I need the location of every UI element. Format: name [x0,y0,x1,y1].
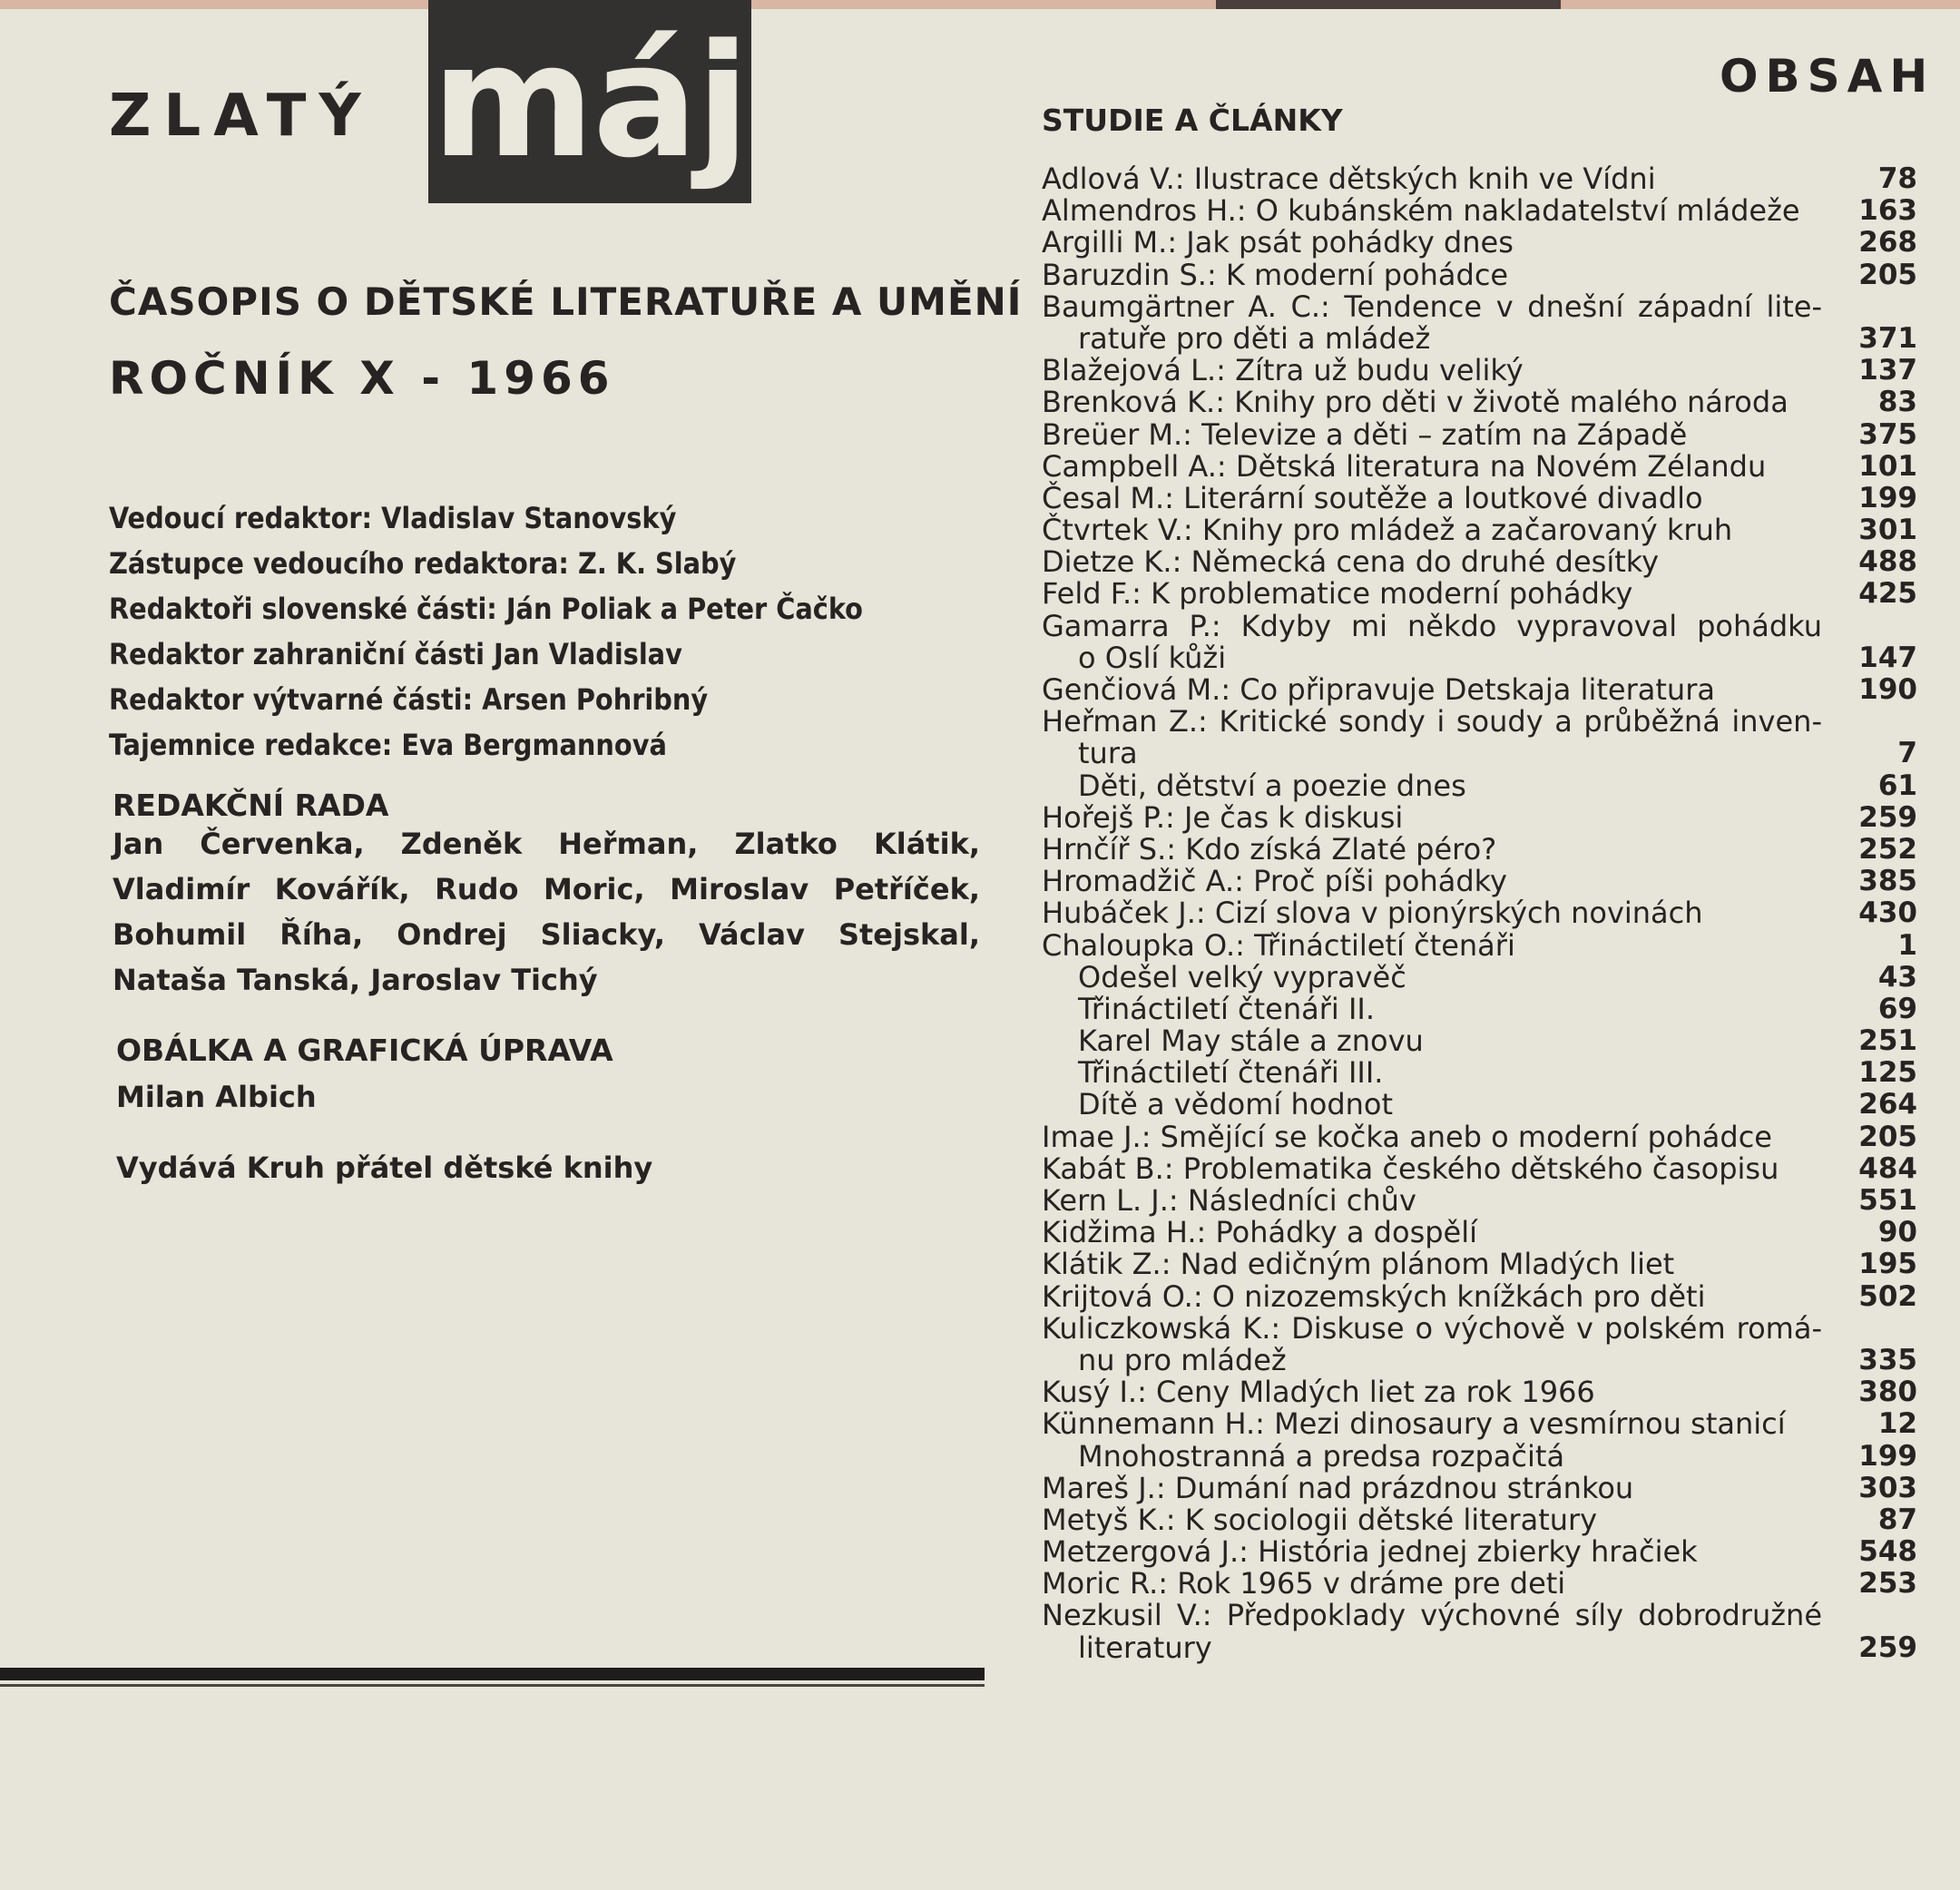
toc-entry [1042,831,1917,867]
toc-entry-text: Heřman Z.: Kritické sondy i soudy a průběžná inven- [1042,704,1822,739]
toc-entry [1042,1089,1917,1121]
toc-entry-text: Dítě a vědomí hodnot [1078,1087,1394,1122]
toc-entry-page: 335 [1858,1343,1917,1376]
top-edge-strip [0,0,1960,9]
toc-entry-page: 190 [1858,673,1917,706]
staff-line: Redaktor zahraniční části Jan Vladislav [109,637,682,671]
toc-entry-text: Blažejová L.: Zítra už budu veliký [1042,353,1524,388]
toc-entry [1042,770,1917,802]
toc-entry-text: Mnohostranná a predsa rozpačitá [1078,1438,1565,1474]
toc-entry [1042,738,1917,769]
toc-entry-page: 61 [1877,769,1917,802]
publisher-line: Vydává Kruh přátel dětské knihy [116,1151,653,1185]
toc-entry-text: Chaloupka O.: Třináctiletí čtenáři [1042,927,1515,963]
toc-entry-page: 163 [1858,194,1917,228]
toc-entry-page: 205 [1858,1120,1917,1153]
toc-entry-page: 7 [1897,737,1917,770]
toc-entry-text: Česal M.: Literární soutěže a loutkové divadlo [1042,480,1703,515]
toc-entry-page: 484 [1858,1151,1917,1185]
toc-entry [1042,1438,1917,1474]
toc-entry [1042,1217,1917,1249]
toc-entry-text: Třináctiletí čtenáři III. [1078,1055,1384,1091]
toc-entry [1042,1470,1917,1505]
toc-entry-page: 375 [1858,417,1917,451]
masthead-zlaty: ZLATÝ [109,83,374,150]
toc-entry-page: 137 [1858,354,1917,387]
toc-entry-text: Hubáček J.: Cizí slova v pionýrských novinách [1042,896,1703,931]
toc-entry [1042,1249,1917,1280]
toc-entry [1042,355,1917,387]
toc-entry [1042,546,1917,578]
toc-entry [1042,1504,1917,1536]
toc-entry-page: 101 [1858,449,1917,483]
toc-entry-text: Hrnčíř S.: Kdo získá Zlaté péro? [1042,831,1497,867]
toc-entry [1042,1057,1917,1089]
toc-entry [1042,578,1917,610]
toc-entry-text: Almendros H.: O kubánském nakladatelství mládeže [1042,193,1800,229]
toc-entry-text: Kuliczkowská K.: Diskuse o výchově v polském romá- [1042,1310,1822,1346]
toc-entry [1042,1342,1917,1377]
toc-entry-page: 268 [1858,226,1917,260]
toc-entry [1042,1185,1917,1217]
toc-entry-text: Genčiová M.: Co připravuje Detskaja literatura [1042,672,1715,707]
toc-entry-page: 43 [1877,960,1917,994]
toc-entry-text: Děti, dětství a poezie dnes [1078,768,1466,803]
toc-entry-text: Kern L. J.: Následníci chův [1042,1183,1416,1218]
toc-entry [1042,480,1917,515]
toc-entry-text: Čtvrtek V.: Knihy pro mládež a začarovaný kruh [1042,513,1733,548]
toc-entry-page: 147 [1858,641,1917,674]
toc-entry [1042,514,1917,546]
toc-entry-page: 69 [1877,992,1917,1025]
toc-entry [1042,1025,1917,1057]
toc-entry [1042,674,1917,706]
toc-entry-text: Feld F.: K problematice moderní pohádky [1042,576,1633,612]
toc-entry [1042,227,1917,259]
toc-entry [1042,866,1917,897]
toc-entry-page: 87 [1877,1503,1917,1536]
toc-entry-page: 78 [1877,162,1917,195]
toc-entry [1042,1568,1917,1600]
toc-entry [1042,1632,1917,1664]
toc-entry [1042,1153,1917,1185]
toc-entry-text: Dietze K.: Německá cena do druhé desítky [1042,544,1660,580]
toc-entry-page: 548 [1858,1535,1917,1569]
editorial-staff [109,495,980,768]
toc-entry-text: tura [1078,736,1138,771]
toc-entry [1042,799,1917,835]
toc-entry-text: Metyš K.: K sociologii dětské literatury [1042,1502,1598,1537]
top-edge-dark-strip [1216,0,1561,9]
toc-entry-text: Hromadžič A.: Proč píši pohádky [1042,864,1507,899]
toc-entry-text: Krijtová O.: O nizozemských knížkách pro děti [1042,1278,1706,1314]
toc-entry-text: Odešel velký vypravěč [1078,959,1406,994]
toc-entry-page: 83 [1877,386,1917,419]
toc-entry-page: 1 [1897,928,1917,962]
staff-line: Redaktoři slovenské části: Ján Poliak a Peter Čačko [109,592,863,626]
staff-line: Redaktor výtvarné části: Arsen Pohribný [109,682,709,717]
toc-entry [1042,608,1917,643]
toc-entry-page: 90 [1877,1216,1917,1249]
toc-entry [1042,257,1917,292]
toc-entry [1042,642,1917,674]
toc-entry-text: o Oslí kůži [1078,640,1227,675]
board-members: Jan Červenka, Zdeněk Heřman, Zlatko Klátik, Vladimír Kovářík, Rudo Moric, Miroslav Petříček, Bohumil Říha, Ondrej Sliacky, Václav Stejskal, Nataša Tanská, Jaroslav Tichý [113,827,980,997]
toc-entry-text: literatury [1078,1630,1212,1665]
toc-entry [1042,991,1917,1026]
toc-entry-text: Imae J.: Smějící se kočka aneb o moderní pohádce [1042,1119,1772,1154]
toc-entry [1042,1376,1917,1408]
toc-entry-text: Argilli M.: Jak psát pohádky dnes [1042,225,1514,260]
staff-line: Tajemnice redakce: Eva Bergmannová [109,728,667,762]
toc-entry-page: 253 [1858,1567,1917,1601]
toc-entry-page: 551 [1858,1184,1917,1217]
bottom-rule [0,1668,985,1680]
toc-entry [1042,320,1917,356]
cover-heading: OBÁLKA A GRAFICKÁ ÚPRAVA [116,1033,613,1068]
toc-entry-page: 259 [1858,1630,1917,1664]
toc-entry-page: 425 [1858,577,1917,611]
toc-entry-page: 195 [1858,1248,1917,1281]
bottom-rule-thin [0,1684,985,1687]
toc-entry [1042,387,1917,418]
journal-subtitle: ČASOPIS O DĚTSKÉ LITERATUŘE A UMĚNÍ [109,279,1023,324]
table-of-contents [1042,163,1917,1664]
toc-entry [1042,706,1917,738]
toc-entry-text: Breüer M.: Televize a děti – zatím na Západě [1042,416,1688,452]
toc-entry-page: 125 [1858,1056,1917,1090]
toc-entry-text: Moric R.: Rok 1965 v dráme pre deti [1042,1566,1566,1601]
toc-entry [1042,1536,1917,1568]
toc-entry-page: 303 [1858,1471,1917,1504]
toc-entry [1042,1408,1917,1440]
toc-entry-text: Kusý I.: Ceny Mladých liet za rok 1966 [1042,1375,1595,1410]
toc-entry-text: nu pro mládež [1078,1342,1287,1377]
toc-entry-text: Adlová V.: Ilustrace dětských knih ve Vídni [1042,162,1656,196]
toc-entry-text: Künnemann H.: Mezi dinosaury a vesmírnou stanicí [1042,1406,1786,1442]
toc-entry-page: 205 [1858,258,1917,291]
toc-entry-text: Kidžima H.: Pohádky a dospělí [1042,1215,1478,1250]
staff-line: Vedoucí redaktor: Vladislav Stanovský [109,501,677,535]
toc-entry-page: 371 [1858,321,1917,355]
toc-entry [1042,195,1917,227]
toc-entry-page: 488 [1858,545,1917,579]
toc-entry [1042,1600,1917,1631]
toc-entry-text: Metzergová J.: História jednej zbierky hračiek [1042,1534,1698,1570]
masthead-maj: máj [431,10,749,192]
toc-entry-text: Nezkusil V.: Předpoklady výchovné síly dobrodružné [1042,1598,1822,1633]
toc-entry [1042,291,1917,323]
board-heading: REDAKČNÍ RADA [113,788,389,823]
toc-entry-text: Baumgärtner A. C.: Tendence v dnešní západní lite- [1042,289,1822,324]
toc-entry [1042,448,1917,484]
toc-entry-text: Brenková K.: Knihy pro děti v životě malého národa [1042,385,1788,420]
staff-line: Zástupce vedoucího redaktora: Z. K. Slabý [109,546,737,581]
toc-entry [1042,927,1917,963]
toc-entry-page: 502 [1858,1279,1917,1313]
toc-entry [1042,959,1917,994]
toc-entry-page: 259 [1858,800,1917,834]
toc-entry-page: 264 [1858,1088,1917,1121]
toc-entry-text: Třináctiletí čtenáři II. [1078,991,1375,1026]
contents-title: OBSAH [1720,50,1936,103]
toc-entry-page: 252 [1858,832,1917,866]
toc-entry [1042,1310,1917,1346]
toc-entry-page: 380 [1858,1376,1917,1409]
toc-entry-text: Baruzdin S.: K moderní pohádce [1042,257,1509,292]
toc-entry [1042,1121,1917,1153]
toc-entry-page: 251 [1858,1024,1917,1058]
volume-year: ROČNÍK X - 1966 [109,352,615,405]
toc-entry-text: ratuře pro děti a mládež [1078,320,1431,356]
toc-entry-page: 430 [1858,896,1917,930]
toc-entry-page: 199 [1858,1439,1917,1473]
toc-entry [1042,1278,1917,1314]
toc-entry-text: Karel May stále a znovu [1078,1023,1424,1059]
toc-entry-page: 301 [1858,514,1917,547]
masthead-maj-box [428,0,751,203]
toc-entry-text: Mareš J.: Dumání nad prázdnou stránkou [1042,1470,1634,1505]
toc-entry [1042,416,1917,452]
toc-entry-text: Gamarra P.: Kdyby mi někdo vypravoval pohádku [1042,608,1822,643]
toc-entry-text: Klátik Z.: Nad edičným plánom Mladých liet [1042,1247,1675,1282]
toc-entry-page: 199 [1858,481,1917,514]
toc-entry-page: 12 [1877,1407,1917,1441]
contents-section-heading: STUDIE A ČLÁNKY [1042,103,1343,138]
toc-entry-text: Hořejš P.: Je čas k diskusi [1042,799,1404,835]
toc-entry-page: 385 [1858,865,1917,898]
toc-entry-text: Campbell A.: Dětská literatura na Novém Zélandu [1042,448,1767,484]
toc-entry [1042,897,1917,929]
toc-entry [1042,163,1917,195]
toc-entry-text: Kabát B.: Problematika českého dětského časopisu [1042,1151,1779,1186]
cover-designer: Milan Albich [116,1080,317,1114]
